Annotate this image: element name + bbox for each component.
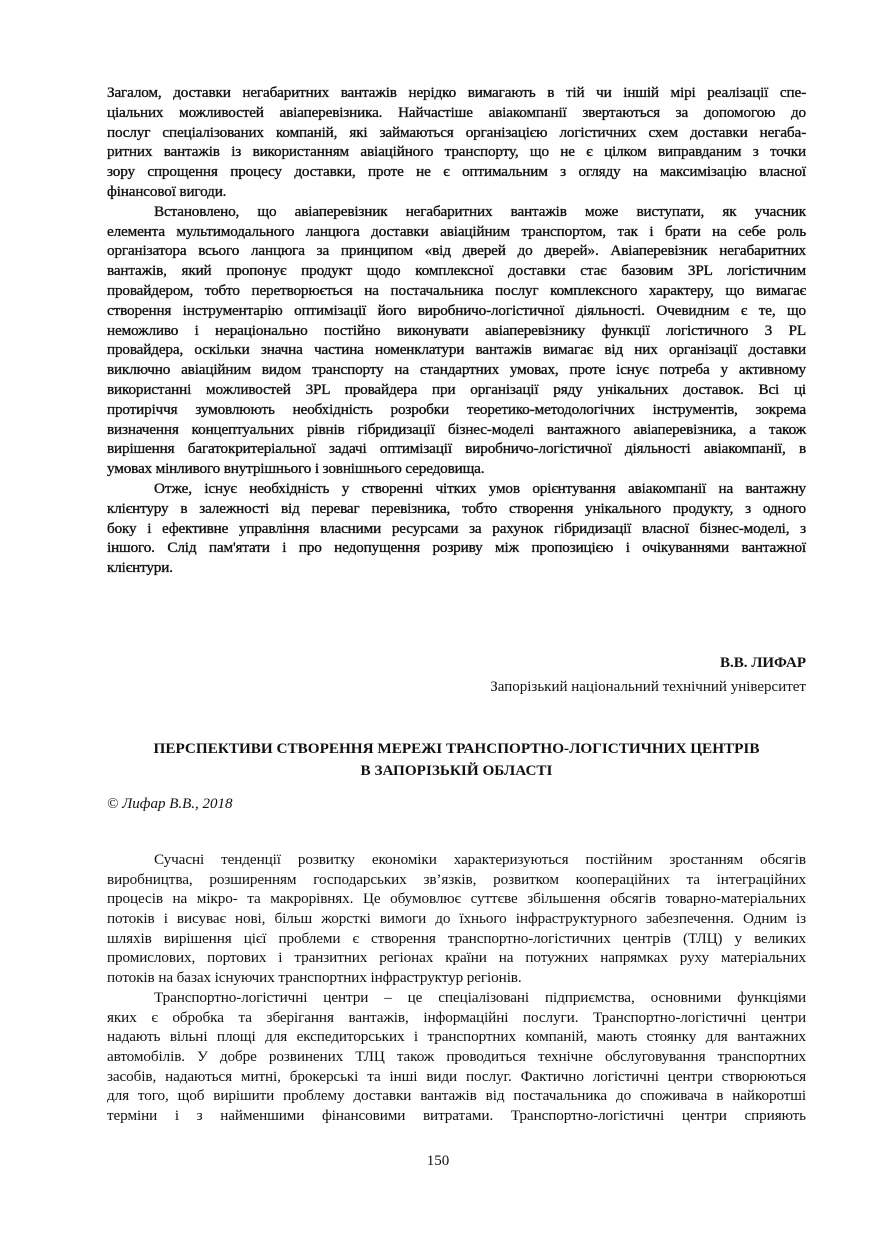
text-line: автомобілів. У добре розвинених ТЛЦ також проводиться технічне обслуговування транспортних (107, 1047, 806, 1065)
page-number: 150 (426, 1153, 450, 1169)
text-line: вирішення багатокритеріальної задачі оптимізації виробничо-логістичної діяльності авіакомпанії, в (107, 440, 806, 458)
text-line: елемента мультимодального ланцюга доставки авіаційним транспортом, так і брати на себе роль (107, 222, 806, 240)
text-line: клієнтури. (107, 559, 173, 577)
text-line: іншого. Слід пам'ятати і про недопущення розриву між пропозицією і очікуваннями вантажної (107, 539, 806, 557)
text-line: неможливо і нераціонально постійно виконувати авіаперевізнику функції логістичного 3 PL (107, 321, 806, 339)
article-title-line-2: В ЗАПОРІЗЬКІЙ ОБЛАСТІ (360, 762, 553, 779)
article-title (107, 738, 806, 782)
text-line: яких є обробка та зберігання вантажів, інформаційні послуги. Транспортно-логістичні центри (107, 1008, 806, 1026)
text-line: потоків на базах існуючих транспортних інфраструктур регіонів. (107, 969, 522, 987)
text-line: промислових, портових і транзитних регіонах країни на потужних напрямках руху матеріальних (107, 949, 806, 967)
text-line: провайдера, оскільки значна частина номенклатури вантажів вимагає від них організації доставки (107, 341, 806, 359)
text-line: використанні можливостей 3PL провайдера при організації ряду унікальних доставок. Всі ці (107, 380, 806, 398)
text-line: надають вільні площі для експедиторських і транспортних компаній, мають стоянку для вантажних (107, 1028, 806, 1046)
text-line: терміни і з найменшими фінансовими витратами. Транспортно-логістичні центри сприяють (107, 1106, 806, 1124)
author-name: В.В. ЛИФАР (719, 655, 806, 671)
text-line: Загалом, доставки негабаритних вантажів нерідко вимагають в тій чи іншій мірі реалізації спе- (107, 84, 806, 101)
text-line: організатора всього ланцюга за принципом «від дверей до дверей». Авіаперевізник негабаритних (107, 242, 806, 260)
paragraph (107, 988, 806, 1126)
text-line: визначення концептуальних рівнів гібридизації бізнес-моделі вантажного авіаперевізника, а також (107, 420, 806, 438)
text-line: провайдером, тобто перетворюється на постачальника послуг комплексного характеру, що вимагає (107, 281, 806, 299)
text-line: виробництва, розширенням господарських зв’язків, розвитком коопераційних та інтеграційних (107, 870, 806, 888)
text-line: фінансової вигоди. (107, 182, 227, 200)
text-line: процесів на мікро- та макрорівнях. Це обумовлює суттєве збільшення обсягів товарно-матеріальних (107, 890, 806, 908)
copyright-notice: © Лифар В.В., 2018 (107, 796, 233, 812)
text-line: вантажів, який пропонує продукт щодо комплексної доставки стає базовим 3PL логістичним (107, 262, 806, 280)
text-line: Отже, існує необхідність у створенні чітких умов орієнтування авіакомпанії на вантажну (154, 479, 806, 497)
text-line: Сучасні тенденції розвитку економіки характеризуються постійним зростанням обсягів (154, 851, 806, 868)
previous-article-text (107, 83, 806, 578)
text-line: для того, щоб вирішити проблему доставки вантажів від постачальника до споживача в найкоротші (107, 1087, 806, 1105)
text-line: створення інструментарію оптимізації його виробничо-логістичної діяльності. Очевидним є те, що (107, 301, 806, 319)
text-line: шляхів вирішення цієї проблеми є створення транспортно-логістичних центрів (ТЛЦ) у великих (107, 929, 806, 947)
text-line: послуг спеціалізованих компаній, які займаються організацією логістичних схем доставки негаба- (107, 123, 806, 141)
article-title-line-1: ПЕРСПЕКТИВИ СТВОРЕННЯ МЕРЕЖІ ТРАНСПОРТНО-ЛОГІСТИЧНИХ ЦЕНТРІВ (153, 740, 760, 757)
article-body (107, 850, 806, 1126)
text-line: зору спрощення процесу доставки, проте не є оптимальним з огляду на максимізацію власної (107, 163, 806, 181)
paragraph (107, 479, 806, 578)
text-line: виключно авіаційним видом транспорту на стандартних умовах, проте існує потреба у активному (107, 361, 806, 379)
paragraph (107, 850, 806, 988)
paragraph (107, 83, 806, 202)
text-line: потоків і висуває нові, більш жорсткі вимоги до їхнього інфраструктурного забезпечення. Одним із (107, 910, 806, 928)
text-line: ритних вантажів із використанням авіаційного транспорту, що не є цілком виправданим з точки (107, 143, 806, 161)
text-line: ціальних можливостей авіаперевізника. Найчастіше авіакомпанії звертаються за допомогою до (107, 103, 806, 121)
text-line: клієнтуру в залежності від переваг перевізника, тобто створення унікального продукту, з одного (107, 499, 806, 517)
paragraph (107, 202, 806, 479)
text-line: умовах мінливого внутрішнього і зовнішнього середовища. (107, 460, 485, 478)
author-affiliation: Запорізький національний технічний університет (490, 679, 806, 695)
text-line: засобів, надаються митні, брокерські та інші види послуг. Фактично логістичні центри створюються (107, 1067, 806, 1085)
text-line: боку і ефективне управління власними ресурсами за рахунок гібридизації власної бізнес-моделі, з (107, 519, 806, 537)
text-line: Встановлено, що авіаперевізник негабаритних вантажів може виступати, як учасник (154, 202, 806, 220)
text-line: Транспортно-логістичні центри – це спеціалізовані підприємства, основними функціями (154, 988, 806, 1006)
text-line: протиріччя зумовлюють необхідність розробки теоретико-методологічних інструментів, зокрема (107, 400, 806, 418)
